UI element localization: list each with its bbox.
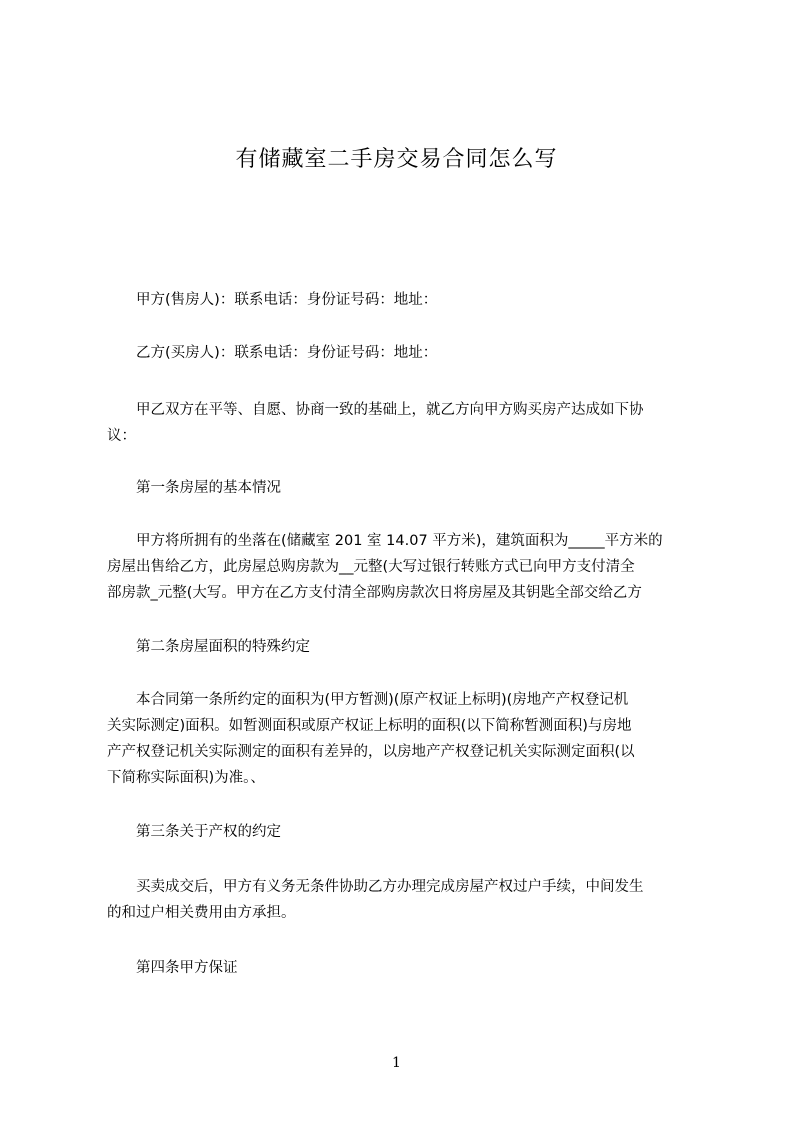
paragraph xyxy=(107,340,707,366)
text-line: 第二条房屋面积的特殊约定 xyxy=(136,639,310,655)
paragraph xyxy=(107,528,707,606)
text-line: 议： xyxy=(107,428,136,444)
text-line: 部房款_元整(大写。甲方在乙方支付清全部购房款次日将房屋及其钥匙全部交给乙方 xyxy=(107,585,642,601)
paragraph xyxy=(107,955,707,981)
paragraph xyxy=(107,475,707,501)
document-title: 有储藏室二手房交易合同怎么写 xyxy=(235,147,558,172)
paragraph xyxy=(107,287,707,313)
text-line: 甲方(售房人)：联系电话：身份证号码：地址： xyxy=(136,292,438,308)
paragraph xyxy=(107,819,707,845)
text-line: 第四条甲方保证 xyxy=(136,960,238,976)
text-line: 产产权登记机关实际测定的面积有差异的，以房地产产权登记机关实际测定面积(以 xyxy=(107,744,635,760)
text-line: 的和过户相关费用由方承担。 xyxy=(107,905,296,921)
text-line: 本合同第一条所约定的面积为(甲方暂测)(原产权证上标明)(房地产产权登记机 xyxy=(136,692,629,708)
text-line: 下简称实际面积)为准。、 xyxy=(107,770,265,786)
text-line: 甲方将所拥有的坐落在(储藏室 201 室 14.07 平方米)，建筑面积为_____平方米的 xyxy=(136,533,663,549)
text-line: 买卖成交后，甲方有义务无条件协助乙方办理完成房屋产权过户手续，中间发生 xyxy=(136,879,644,895)
text-line: 第三条关于产权的约定 xyxy=(136,824,281,840)
text-line: 第一条房屋的基本情况 xyxy=(136,480,281,496)
text-line: 关实际测定)面积。如暂测面积或原产权证上标明的面积(以下简称暂测面积)与房地 xyxy=(107,718,632,734)
paragraph xyxy=(107,687,707,791)
paragraph xyxy=(107,874,707,926)
text-line: 甲乙双方在平等、自愿、协商一致的基础上，就乙方向甲方购买房产达成如下协 xyxy=(136,402,644,418)
text-line: 乙方(买房人)：联系电话：身份证号码：地址： xyxy=(136,345,438,361)
paragraph xyxy=(107,634,707,660)
page-number: 1 xyxy=(392,1055,401,1071)
paragraph xyxy=(107,397,707,449)
text-line: 房屋出售给乙方，此房屋总购房款为__元整(大写过银行转账方式已向甲方支付清全 xyxy=(107,559,635,575)
